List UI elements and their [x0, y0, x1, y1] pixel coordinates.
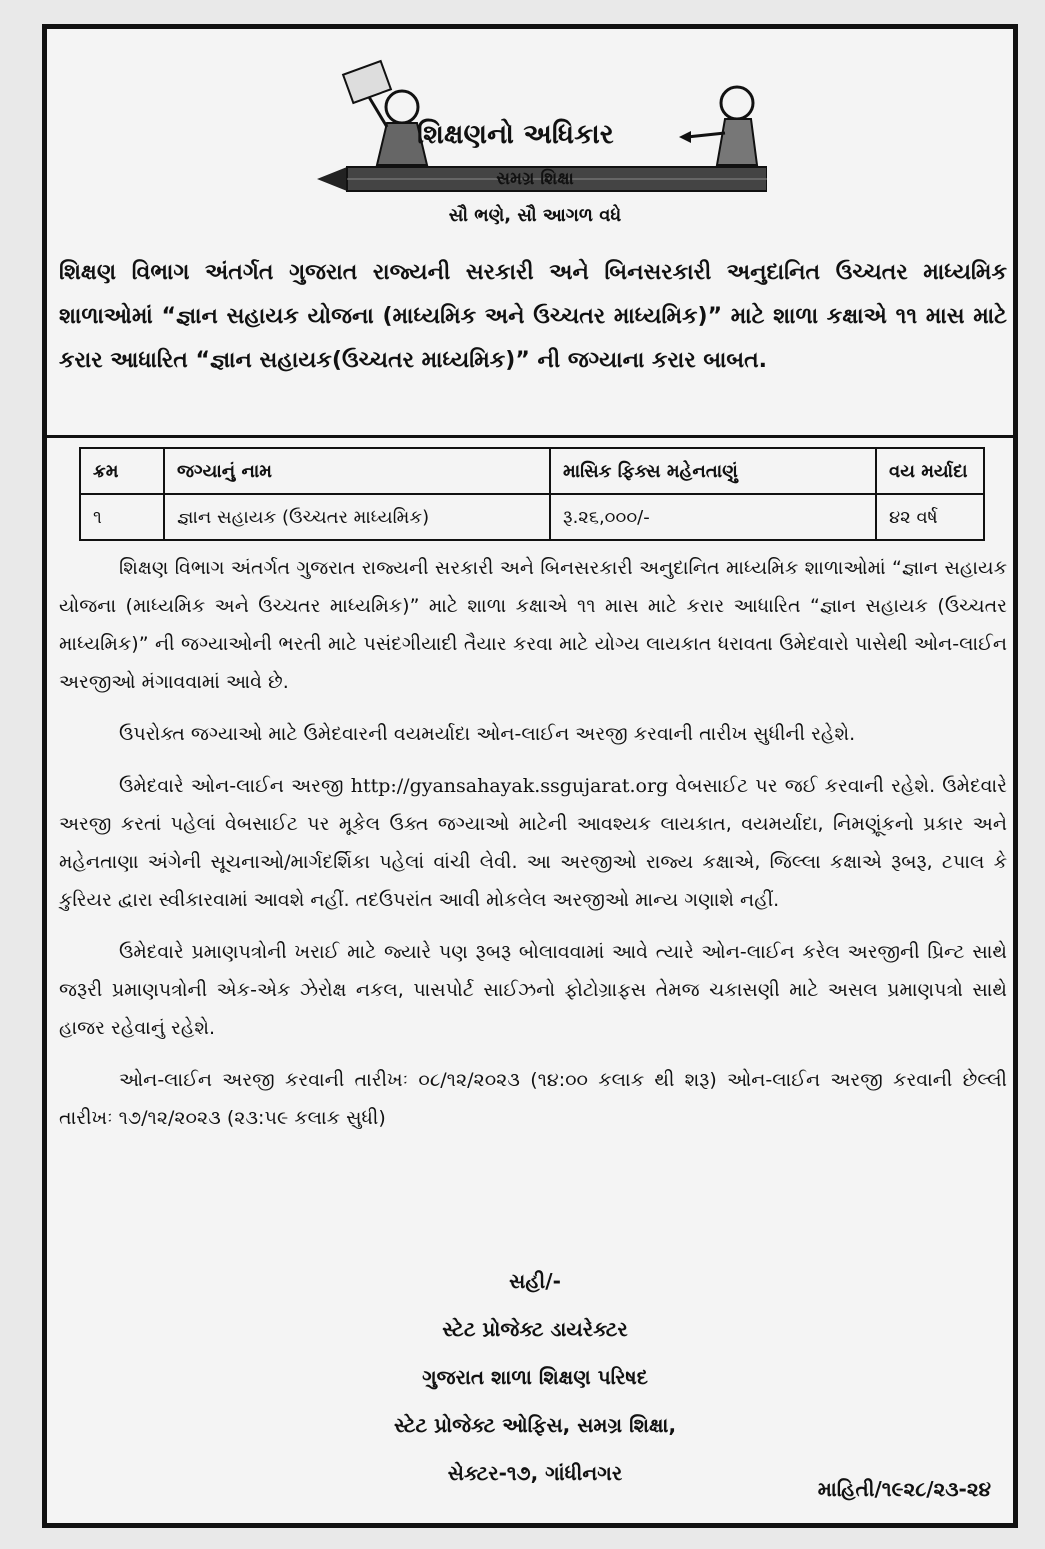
- header-age-limit: વય મર્યાદા: [876, 448, 984, 494]
- tagline-motto: સૌ ભણે, સૌ આગળ વધે: [448, 205, 622, 226]
- notice-frame: [42, 24, 1018, 1528]
- header-serial: ક્રમ: [80, 448, 164, 494]
- application-text-before: ઉમેદવારે ઓન-લાઈન અરજી: [119, 775, 344, 797]
- tagline-samagra: સમગ્ર શિક્ષા: [496, 169, 574, 189]
- table-row: [80, 494, 984, 540]
- office-name: સ્ટેટ પ્રોજેક્ટ ઓફિસ, સમગ્ર શિક્ષા,: [393, 1413, 677, 1437]
- divider: [47, 435, 1013, 438]
- website-link[interactable]: http://gyansahayak.ssgujarat.org: [350, 775, 669, 797]
- notice-body: [59, 549, 1007, 1151]
- application-text-after: વેબસાઈટ પર જઈ કરવાની રહેશે. ઉમેદવારે અરજી કરતાં પહેલાં વેબસાઈટ પર મૂકેલ ઉક્ત જગ્યાઓ માટેની આવશ્યક લાયકાત, વયમર્યાદા, નિમણૂંકનો પ્રકાર અને મહેનતાણા અંગેની સૂચનાઓ/માર્ગદર્શિકા પહેલાં વાંચી લેવી. આ અરજીઓ રાજ્ય કક્ષાએ, જિલ્લા કક્ષાએ રૂબરૂ, ટપાલ કે કુરિયર દ્વારા સ્વીકારવામાં આવશે નહીં. તદઉપરાંત આવી મોકલેલ અરજીઓ માન્ય ગણાશે નહીં.: [59, 775, 1007, 911]
- post-table: [79, 447, 985, 541]
- table-header-row: [80, 448, 984, 494]
- header-salary: માસિક ફિક્સ મહેનતાણું: [550, 448, 876, 494]
- reference-number: માહિતી/૧૯૨૮/૨૩-૨૪: [817, 1477, 991, 1501]
- paragraph-recruitment: શિક્ષણ વિભાગ અંતર્ગત ગુજરાત રાજ્યની સરકારી અને બિનસરકારી અનુદાનિત માધ્યમિક શાળાઓમાં “જ્ઞાન સહાયક યોજના (માધ્યમિક અને ઉચ્ચતર માધ્યમિક)” માટે શાળા કક્ષાએ ૧૧ માસ માટે કરાર આધારિત “જ્ઞાન સહાયક (ઉચ્ચતર માધ્યમિક)” ની જગ્યાઓની ભરતી માટે પસંદગીયાદી તૈયાર કરવા માટે યોગ્ય લાયકાત ધરાવતા ઉમેદવારો પાસેથી ઓન-લાઈન અરજીઓ મંગાવવામાં આવે છે.: [59, 557, 1007, 693]
- cell-serial: ૧: [80, 494, 164, 540]
- cell-post-name: જ્ઞાન સહાયક (ઉચ્ચતર માધ્યમિક): [164, 494, 550, 540]
- signatory-title: સ્ટેટ પ્રોજેક્ટ ડાયરેક્ટર: [442, 1317, 628, 1341]
- header-post-name: જગ્યાનું નામ: [164, 448, 550, 494]
- paragraph-dates: ઓન-લાઈન અરજી કરવાની તારીખઃ ૦૮/૧૨/૨૦૨૩ (૧૪:૦૦ કલાક થી શરૂ) ઓન-લાઈન અરજી કરવાની છેલ્લી તારીખઃ ૧૭/૧૨/૨૦૨૩ (૨૩:૫૯ કલાક સુધી): [59, 1069, 1007, 1129]
- logo-title: શિક્ષણનો અધિકાર: [417, 119, 614, 150]
- cell-salary: રૂ.૨૬,૦૦૦/-: [550, 494, 876, 540]
- signature-block: [47, 1257, 1023, 1497]
- signature-mark: સહી/-: [509, 1269, 561, 1293]
- office-address: સેક્ટર-૧૭, ગાંધીનગર: [447, 1461, 623, 1485]
- notice-heading: શિક્ષણ વિભાગ અંતર્ગત ગુજરાત રાજ્યની સરકારી અને બિનસરકારી અનુદાનિત ઉચ્ચતર માધ્યમિક શાળાઓમાં “જ્ઞાન સહાયક યોજના (માધ્યમિક અને ઉચ્ચતર માધ્યમિક)” માટે શાળા કક્ષાએ ૧૧ માસ માટે કરાર આધારિત “જ્ઞાન સહાયક(ઉચ્ચતર માધ્યમિક)” ની જગ્યાના કરાર બાબત.: [59, 260, 1007, 373]
- paragraph-age-limit: ઉપરોક્ત જગ્યાઓ માટે ઉમેદવારની વયમર્યાદા ઓન-લાઈન અરજી કરવાની તારીખ સુધીની રહેશે.: [119, 723, 856, 745]
- paragraph-verification: ઉમેદવારે પ્રમાણપત્રોની ખરાઈ માટે જ્યારે પણ રૂબરૂ બોલાવવામાં આવે ત્યારે ઓન-લાઈન કરેલ અરજીની પ્રિન્ટ સાથે જરૂરી પ્રમાણપત્રોની એક-એક ઝેરોક્ષ નકલ, પાસપોર્ટ સાઈઝનો ફોટોગ્રાફસ તેમજ ચકાસણી માટે અસલ પ્રમાણપત્રો સાથે હાજર રહેવાનું રહેશે.: [59, 941, 1007, 1039]
- organization-name: ગુજરાત શાળા શિક્ષણ પરિષદ: [422, 1365, 648, 1389]
- cell-age-limit: ૪૨ વર્ષ: [876, 494, 984, 540]
- paragraph-application: [59, 767, 1007, 919]
